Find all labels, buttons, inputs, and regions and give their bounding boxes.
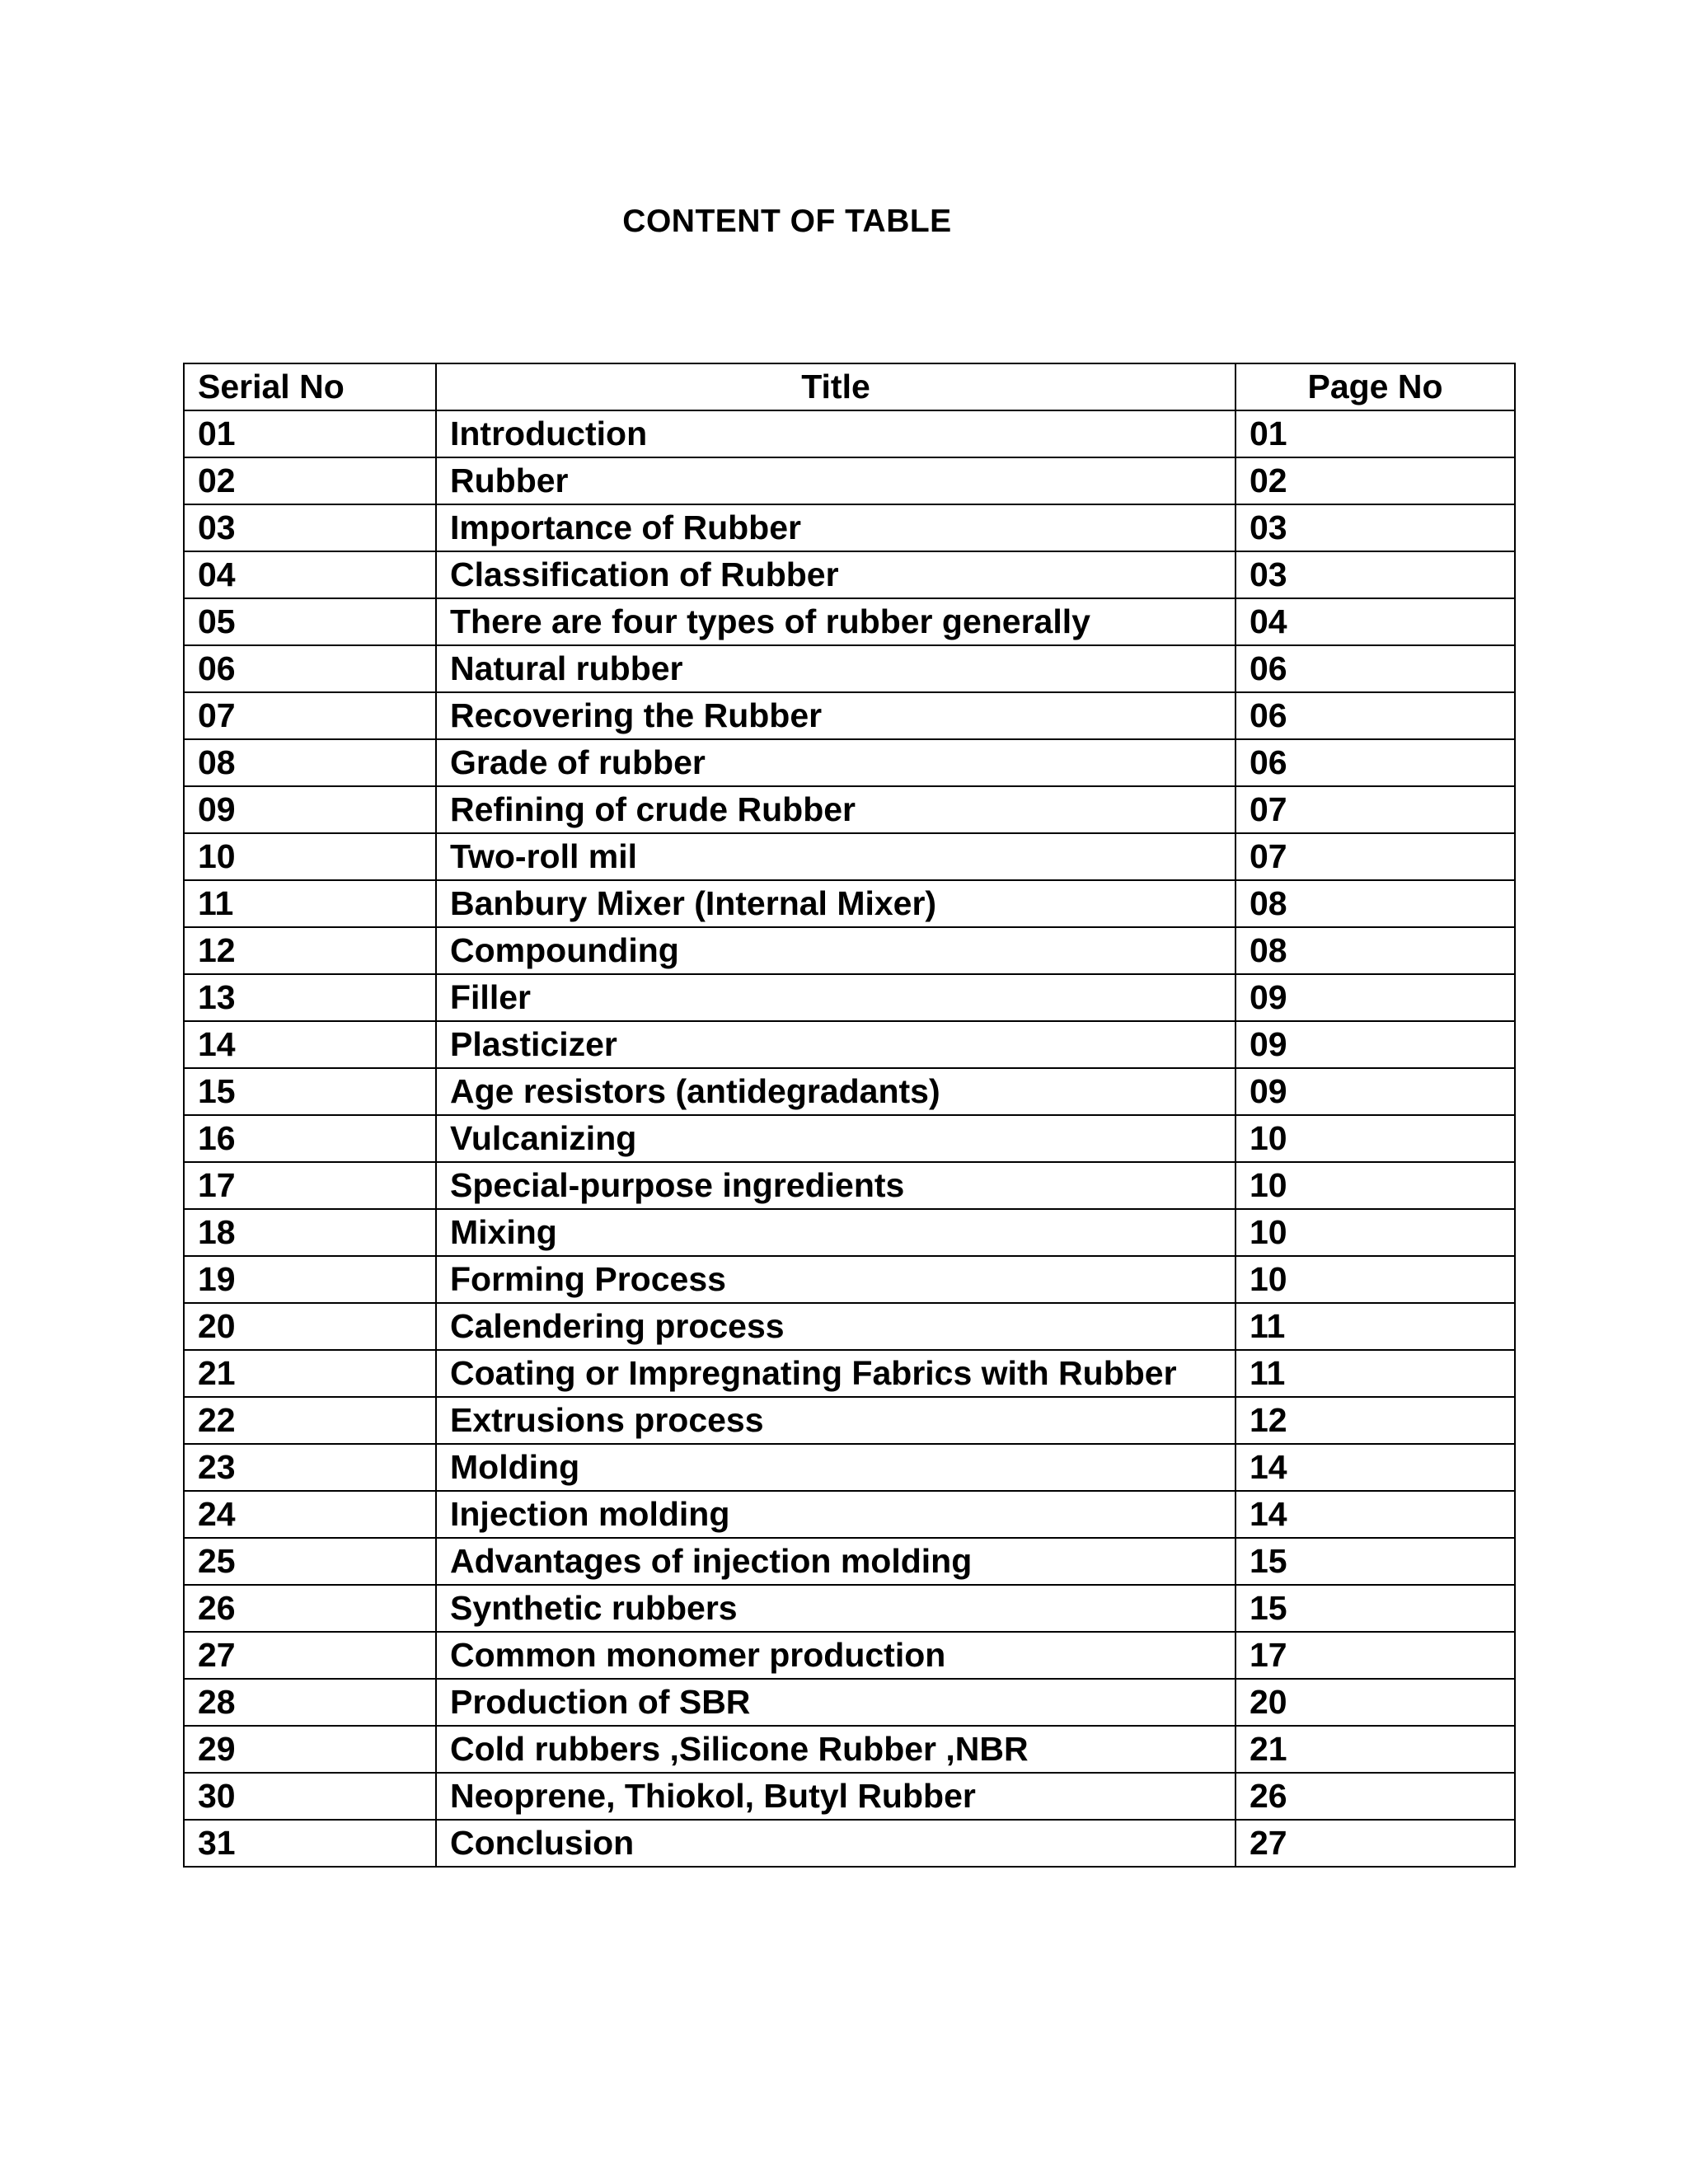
table-row xyxy=(184,1115,1515,1162)
serial-no-cell: 19 xyxy=(184,1256,436,1303)
serial-no-cell: 30 xyxy=(184,1773,436,1820)
title-cell: Mixing xyxy=(436,1209,1236,1256)
serial-no-cell: 14 xyxy=(184,1021,436,1068)
serial-no-cell: 07 xyxy=(184,692,436,739)
page-no-cell: 09 xyxy=(1236,1068,1515,1115)
table-row xyxy=(184,1538,1515,1585)
title-cell: Plasticizer xyxy=(436,1021,1236,1068)
serial-no-cell: 29 xyxy=(184,1726,436,1773)
serial-no-cell: 05 xyxy=(184,598,436,645)
table-row xyxy=(184,692,1515,739)
serial-no-cell: 21 xyxy=(184,1350,436,1397)
title-cell: Synthetic rubbers xyxy=(436,1585,1236,1632)
page-no-cell: 07 xyxy=(1236,786,1515,833)
serial-no-cell: 10 xyxy=(184,833,436,880)
table-row xyxy=(184,1820,1515,1867)
serial-no-cell: 25 xyxy=(184,1538,436,1585)
serial-no-cell: 06 xyxy=(184,645,436,692)
table-row xyxy=(184,927,1515,974)
table-row xyxy=(184,1209,1515,1256)
title-cell: Banbury Mixer (Internal Mixer) xyxy=(436,880,1236,927)
page-no-cell: 03 xyxy=(1236,551,1515,598)
table-row xyxy=(184,974,1515,1021)
table-row xyxy=(184,1350,1515,1397)
table-row xyxy=(184,739,1515,786)
page-no-cell: 17 xyxy=(1236,1632,1515,1679)
serial-no-cell: 13 xyxy=(184,974,436,1021)
serial-no-cell: 12 xyxy=(184,927,436,974)
title-cell: Introduction xyxy=(436,410,1236,457)
table-row xyxy=(184,410,1515,457)
title-cell: Extrusions process xyxy=(436,1397,1236,1444)
title-cell: Filler xyxy=(436,974,1236,1021)
page-no-cell: 01 xyxy=(1236,410,1515,457)
title-cell: Age resistors (antidegradants) xyxy=(436,1068,1236,1115)
table-row xyxy=(184,1397,1515,1444)
page-no-cell: 04 xyxy=(1236,598,1515,645)
serial-no-cell: 23 xyxy=(184,1444,436,1491)
serial-no-cell: 09 xyxy=(184,786,436,833)
table-row xyxy=(184,504,1515,551)
table-row xyxy=(184,1444,1515,1491)
page-no-cell: 15 xyxy=(1236,1538,1515,1585)
table-row xyxy=(184,551,1515,598)
title-cell: Grade of rubber xyxy=(436,739,1236,786)
header-page-no: Page No xyxy=(1236,363,1515,410)
title-cell: There are four types of rubber generally xyxy=(436,598,1236,645)
contents-table xyxy=(183,363,1516,1868)
page-no-cell: 15 xyxy=(1236,1585,1515,1632)
title-cell: Molding xyxy=(436,1444,1236,1491)
page-no-cell: 09 xyxy=(1236,974,1515,1021)
title-cell: Importance of Rubber xyxy=(436,504,1236,551)
title-cell: Coating or Impregnating Fabrics with Rubber xyxy=(436,1350,1236,1397)
serial-no-cell: 17 xyxy=(184,1162,436,1209)
serial-no-cell: 18 xyxy=(184,1209,436,1256)
page-no-cell: 10 xyxy=(1236,1209,1515,1256)
title-cell: Vulcanizing xyxy=(436,1115,1236,1162)
page-no-cell: 20 xyxy=(1236,1679,1515,1726)
table-body xyxy=(184,410,1515,1867)
page-no-cell: 27 xyxy=(1236,1820,1515,1867)
title-cell: Cold rubbers ,Silicone Rubber ,NBR xyxy=(436,1726,1236,1773)
page-no-cell: 08 xyxy=(1236,927,1515,974)
table-row xyxy=(184,1726,1515,1773)
serial-no-cell: 08 xyxy=(184,739,436,786)
table-row xyxy=(184,1679,1515,1726)
serial-no-cell: 15 xyxy=(184,1068,436,1115)
page-title: CONTENT OF TABLE xyxy=(622,204,952,239)
title-cell: Advantages of injection molding xyxy=(436,1538,1236,1585)
table-row xyxy=(184,786,1515,833)
page-no-cell: 07 xyxy=(1236,833,1515,880)
page-no-cell: 11 xyxy=(1236,1350,1515,1397)
serial-no-cell: 16 xyxy=(184,1115,436,1162)
page-no-cell: 09 xyxy=(1236,1021,1515,1068)
title-cell: Natural rubber xyxy=(436,645,1236,692)
table-row xyxy=(184,1162,1515,1209)
title-cell: Rubber xyxy=(436,457,1236,504)
serial-no-cell: 24 xyxy=(184,1491,436,1538)
title-cell: Forming Process xyxy=(436,1256,1236,1303)
title-cell: Common monomer production xyxy=(436,1632,1236,1679)
table-row xyxy=(184,1773,1515,1820)
page-no-cell: 03 xyxy=(1236,504,1515,551)
serial-no-cell: 27 xyxy=(184,1632,436,1679)
page-no-cell: 14 xyxy=(1236,1491,1515,1538)
serial-no-cell: 20 xyxy=(184,1303,436,1350)
page-no-cell: 06 xyxy=(1236,645,1515,692)
table-row xyxy=(184,1585,1515,1632)
table-row xyxy=(184,880,1515,927)
serial-no-cell: 28 xyxy=(184,1679,436,1726)
table-row xyxy=(184,1491,1515,1538)
table-row xyxy=(184,1021,1515,1068)
title-cell: Neoprene, Thiokol, Butyl Rubber xyxy=(436,1773,1236,1820)
title-cell: Conclusion xyxy=(436,1820,1236,1867)
title-cell: Injection molding xyxy=(436,1491,1236,1538)
page-no-cell: 21 xyxy=(1236,1726,1515,1773)
serial-no-cell: 01 xyxy=(184,410,436,457)
header-title: Title xyxy=(436,363,1236,410)
title-cell: Classification of Rubber xyxy=(436,551,1236,598)
page-no-cell: 26 xyxy=(1236,1773,1515,1820)
page-no-cell: 02 xyxy=(1236,457,1515,504)
title-cell: Compounding xyxy=(436,927,1236,974)
header-serial-no: Serial No xyxy=(184,363,436,410)
table-row xyxy=(184,598,1515,645)
table-row xyxy=(184,1068,1515,1115)
page-no-cell: 06 xyxy=(1236,692,1515,739)
title-cell: Recovering the Rubber xyxy=(436,692,1236,739)
page-no-cell: 10 xyxy=(1236,1115,1515,1162)
page-no-cell: 08 xyxy=(1236,880,1515,927)
title-cell: Two-roll mil xyxy=(436,833,1236,880)
table-row xyxy=(184,1256,1515,1303)
serial-no-cell: 31 xyxy=(184,1820,436,1867)
table-row xyxy=(184,457,1515,504)
serial-no-cell: 11 xyxy=(184,880,436,927)
table-row xyxy=(184,833,1515,880)
title-cell: Refining of crude Rubber xyxy=(436,786,1236,833)
header-row xyxy=(184,363,1515,410)
serial-no-cell: 26 xyxy=(184,1585,436,1632)
page-no-cell: 14 xyxy=(1236,1444,1515,1491)
page-no-cell: 10 xyxy=(1236,1162,1515,1209)
title-cell: Calendering process xyxy=(436,1303,1236,1350)
serial-no-cell: 02 xyxy=(184,457,436,504)
page-no-cell: 06 xyxy=(1236,739,1515,786)
title-cell: Special-purpose ingredients xyxy=(436,1162,1236,1209)
serial-no-cell: 03 xyxy=(184,504,436,551)
title-cell: Production of SBR xyxy=(436,1679,1236,1726)
table-row xyxy=(184,645,1515,692)
serial-no-cell: 22 xyxy=(184,1397,436,1444)
table-row xyxy=(184,1632,1515,1679)
table-row xyxy=(184,1303,1515,1350)
page-no-cell: 11 xyxy=(1236,1303,1515,1350)
page-no-cell: 12 xyxy=(1236,1397,1515,1444)
serial-no-cell: 04 xyxy=(184,551,436,598)
page-no-cell: 10 xyxy=(1236,1256,1515,1303)
